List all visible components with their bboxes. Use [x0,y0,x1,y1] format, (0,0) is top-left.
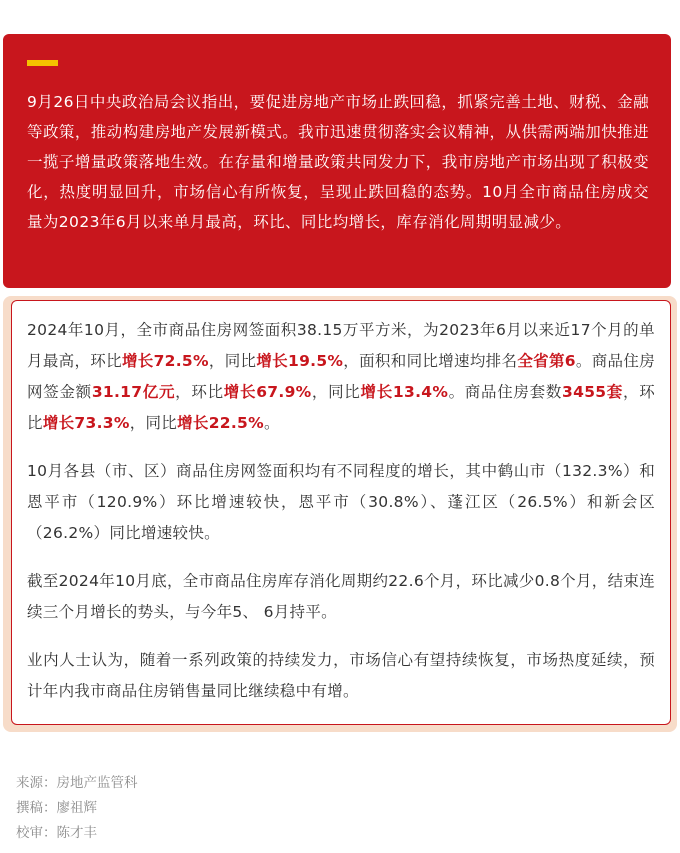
highlight-amount: 31.17亿元 [91,383,176,401]
intro-accent-bar [27,60,58,66]
text-segment: 。商品住房套数 [448,383,563,401]
highlight-area-mom: 增长72.5% [121,352,209,370]
paragraph-monthly-stats [27,315,655,439]
text-segment: ，同比 [311,383,361,401]
highlight-units-mom: 增长73.3% [42,414,130,432]
article-card [11,300,671,725]
text-segment: 。商品住房网签金额 [27,352,655,401]
text-segment: ，环比 [27,383,656,432]
credit-reviewer: 校审：陈才丰 [16,825,97,841]
paragraph-county-growth: 10月各县（市、区）商品住房网签面积均有不同程度的增长，其中鹤山市（132.3%）和恩平市（120.9%）环比增速较快，恩平市（30.8%）、蓬江区（26.5%）和新会区（26.2%）同比增速较快。 [27,462,655,542]
intro-banner [3,34,671,288]
paragraph-outlook: 业内人士认为，随着一系列政策的持续发力，市场信心有望持续恢复，市场热度延续，预计年内我市商品住房销售量同比继续稳中有增。 [27,651,655,700]
intro-text: 9月26日中央政治局会议指出，要促进房地产市场止跌回稳，抓紧完善土地、财税、金融等政策，推动构建房地产发展新模式。我市迅速贯彻落实会议精神，从供需两端加快推进一揽子增量政策落地生效。在存量和增量政策共同发力下，我市房地产市场出现了积极变化，热度明显回升，市场信心有所恢复，呈现止跌回稳的态势。10月全市商品住房成交量为2023年6月以来单月最高，环比、同比均增长，库存消化周期明显减少。 [27,93,649,231]
highlight-units: 3455套 [562,383,623,401]
text-segment: 。 [263,414,280,432]
highlight-amount-mom: 增长67.9% [223,383,312,401]
paragraph-inventory: 截至2024年10月底，全市商品住房库存消化周期约22.6个月，环比减少0.8个月，结束连续三个月增长的势头，与今年5、 6月持平。 [27,572,655,621]
text-segment: ，面积和同比增速均排名 [343,352,518,370]
text-segment: 2024年10月，全市商品住房网签面积38.15万平方米，为2023年6月以来近17个月的单月最高，环比 [27,321,655,370]
credit-author: 撰稿：廖祖辉 [16,800,97,816]
highlight-units-yoy: 增长22.5% [177,414,264,432]
text-segment: ，同比 [129,414,178,432]
credit-source: 来源：房地产监管科 [16,775,138,791]
highlight-province-rank: 全省第6 [517,352,576,370]
highlight-amount-yoy: 增长13.4% [360,383,449,401]
text-segment: ，环比 [175,383,224,401]
text-segment: ，同比 [208,352,257,370]
highlight-area-yoy: 增长19.5% [256,352,344,370]
credits [16,771,138,846]
